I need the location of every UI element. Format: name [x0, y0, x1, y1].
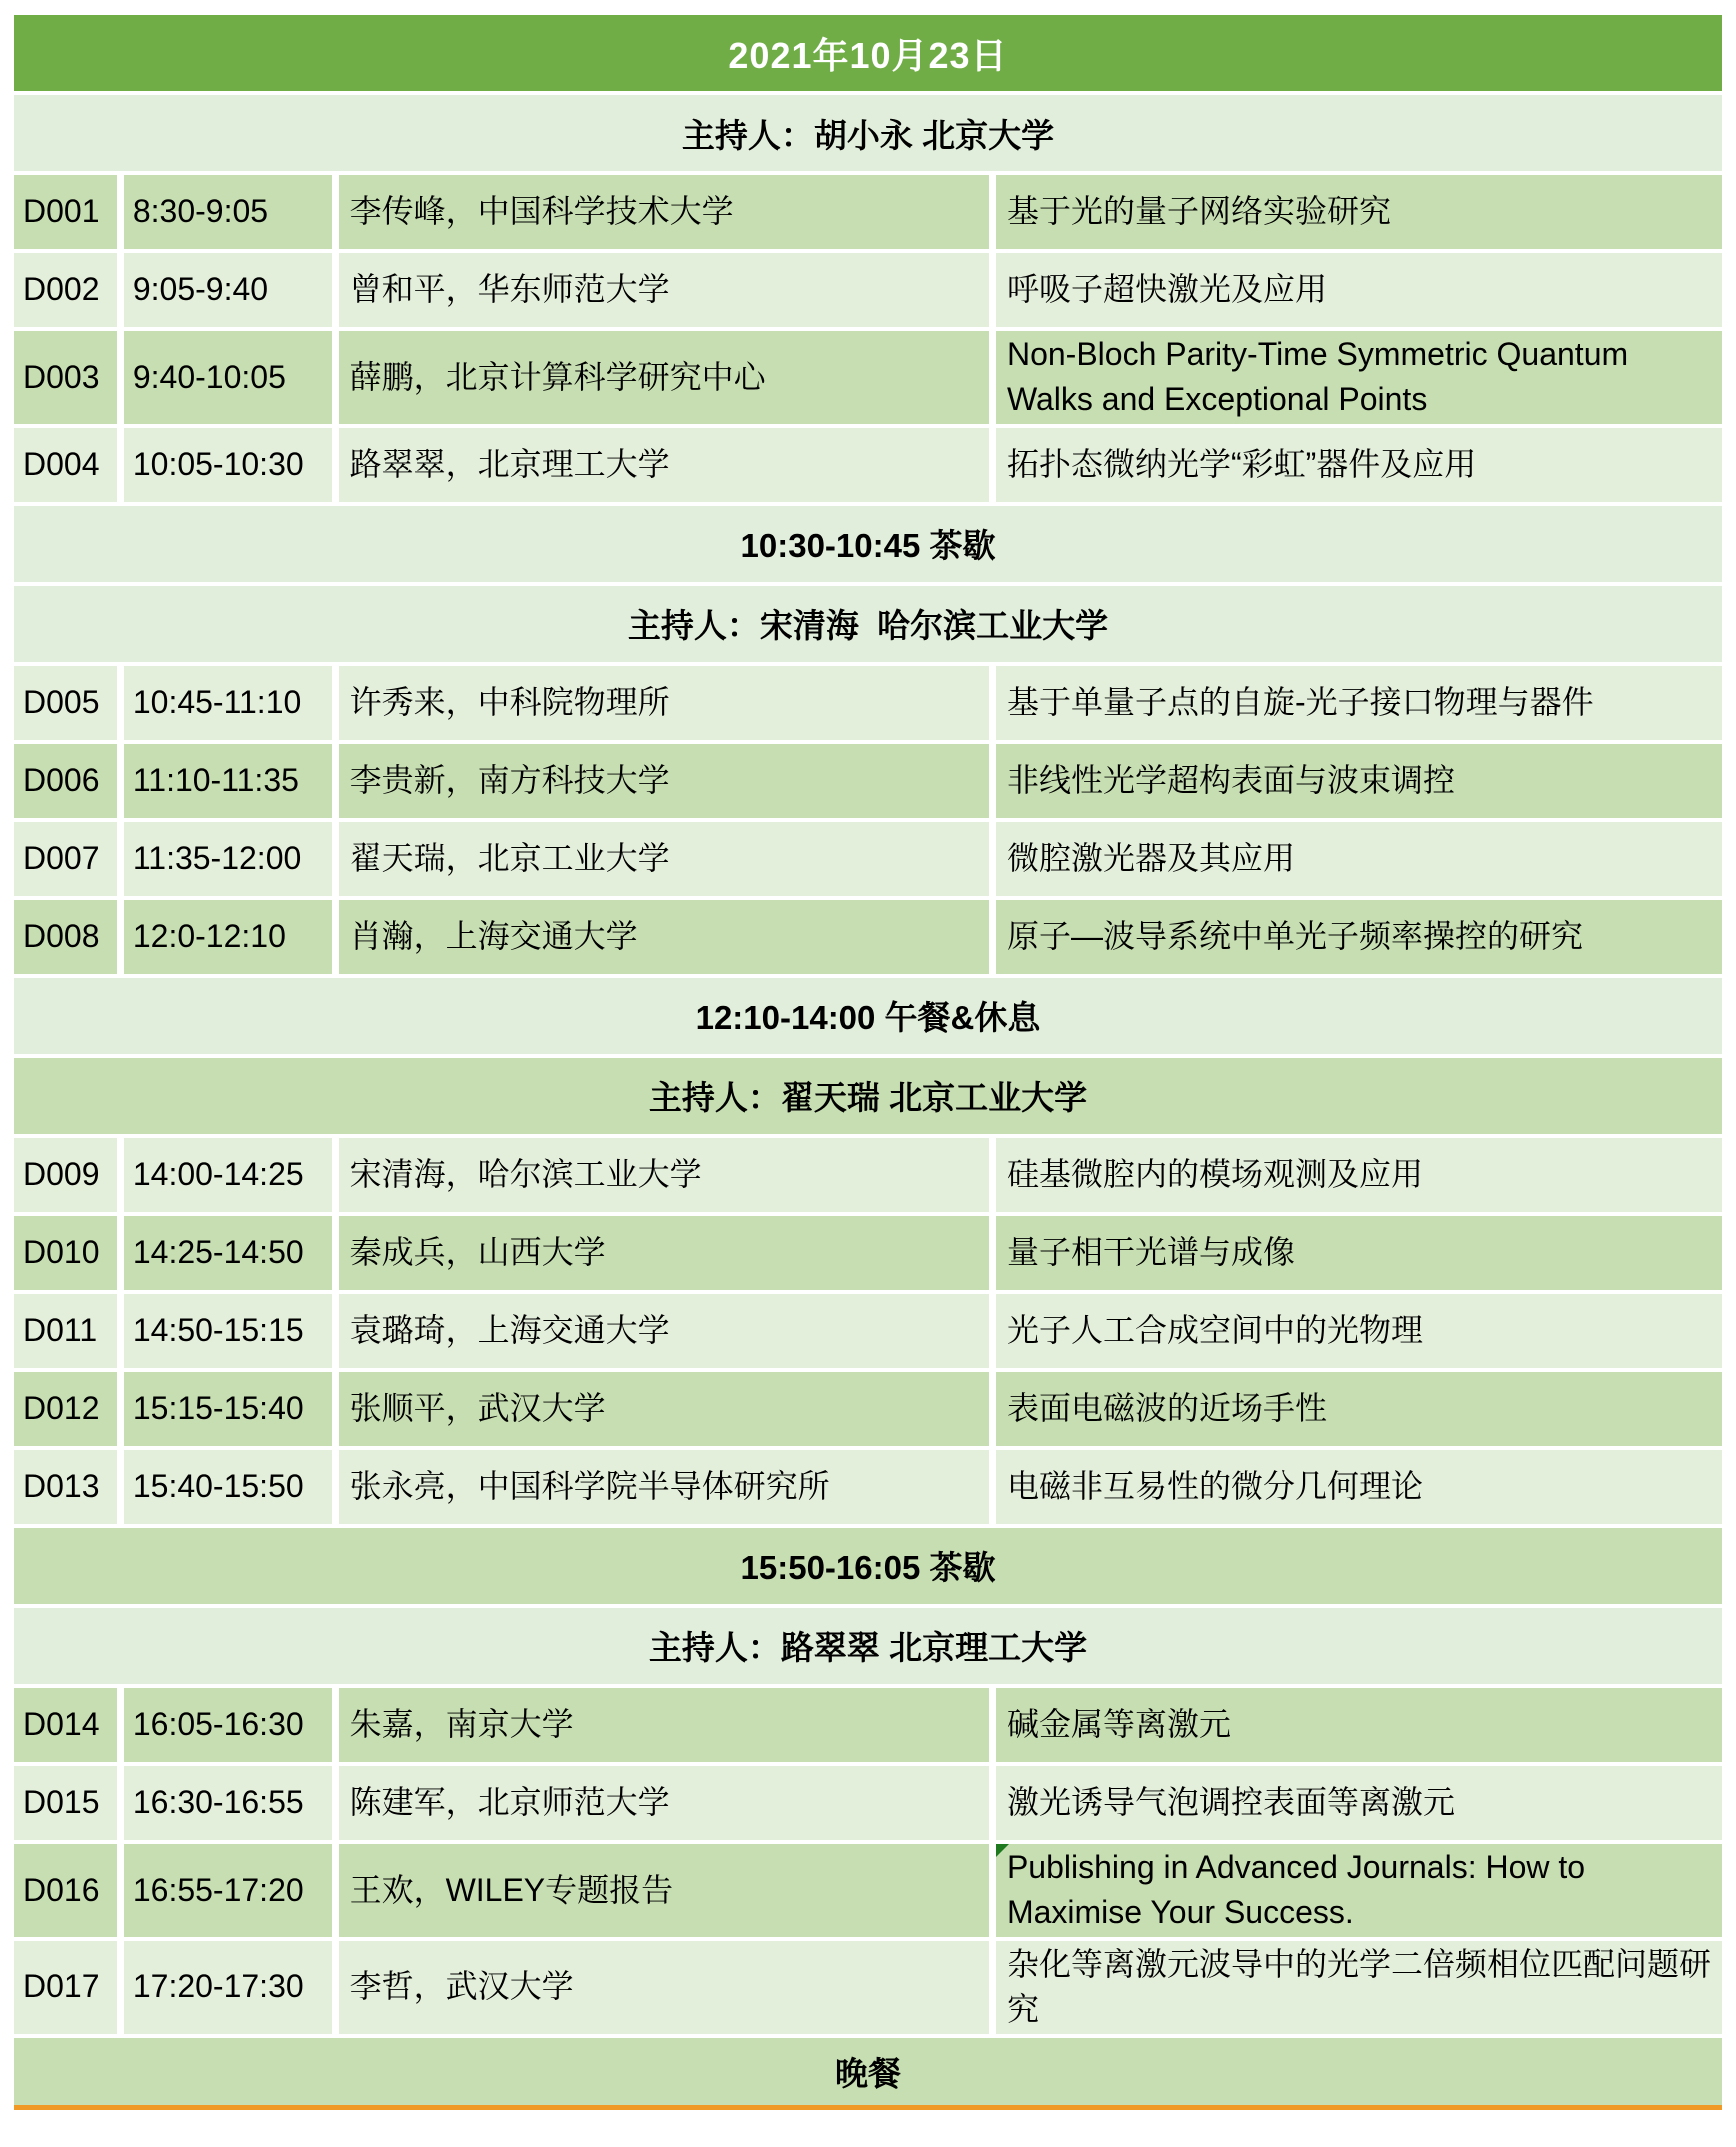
talk-id-cell: D017: [23, 1968, 100, 2005]
talk-speaker-cell: 李哲，武汉大学: [349, 1968, 574, 2005]
chair-row: [14, 1608, 1722, 1684]
talk-id-cell: D014: [23, 1706, 100, 1743]
talk-speaker-cell: 李贵新，南方科技大学: [349, 762, 670, 799]
section-row-cell: 主持人：胡小永 北京大学: [681, 116, 1055, 154]
talk-time-cell: 8:30-9:05: [132, 193, 269, 230]
break-row: [14, 2038, 1722, 2110]
talk-time-cell: 10:05-10:30: [132, 446, 304, 483]
talk-title-text: 硅基微腔内的模场观测及应用: [1006, 1156, 1423, 1193]
talk-id-cell: D008: [23, 918, 100, 955]
talk-row: [14, 744, 1722, 818]
talk-speaker-cell: 李传峰，中国科学技术大学: [349, 193, 734, 230]
talk-time-cell: 10:45-11:10: [132, 684, 302, 721]
talk-title-text: 激光诱导气泡调控表面等离激元: [1006, 1784, 1455, 1821]
talk-title-cell: [996, 1844, 1722, 1937]
talk-title-text: 原子—波导系统中单光子频率操控的研究: [1006, 918, 1583, 955]
talk-title-text: 基于光的量子网络实验研究: [1006, 193, 1391, 230]
talk-time-cell: 12:0-12:10: [132, 918, 286, 955]
talk-title-text: 基于单量子点的自旋-光子接口物理与器件: [1006, 684, 1594, 721]
talk-title-cell: [996, 900, 1722, 974]
talk-time-cell: 16:55-17:20: [132, 1871, 304, 1908]
talk-speaker-cell: 张永亮，中国科学院半导体研究所: [349, 1468, 830, 1505]
talk-title-text: 呼吸子超快激光及应用: [1006, 271, 1327, 308]
section-row-cell: 晚餐: [14, 2038, 1722, 2110]
talk-id-cell: D010: [23, 1234, 100, 1271]
talk-row: [14, 428, 1722, 502]
talk-row: [14, 822, 1722, 896]
talk-title-cell: [996, 1450, 1722, 1524]
talk-time-cell: 16:05-16:30: [132, 1706, 304, 1743]
talk-title-text: 碱金属等离激元: [1006, 1706, 1231, 1743]
talk-title-cell: [996, 744, 1722, 818]
talk-row: [14, 1941, 1722, 2034]
talk-title-cell: [996, 428, 1722, 502]
chair-row: [14, 1058, 1722, 1134]
talk-speaker-cell: 袁璐琦，上海交通大学: [349, 1312, 670, 1349]
talk-title-cell: [996, 1766, 1722, 1840]
talk-row: [14, 1216, 1722, 1290]
talk-id-cell: D015: [23, 1784, 100, 1821]
talk-id-cell: D003: [23, 358, 100, 395]
talk-row: [14, 1138, 1722, 1212]
break-row: [14, 506, 1722, 582]
talk-title-cell: [996, 175, 1722, 249]
talk-title-cell: [996, 666, 1722, 740]
talk-title-text: 杂化等离激元波导中的光学二倍频相位匹配问题研究: [1006, 1945, 1711, 2028]
talk-title-text: 拓扑态微纳光学“彩虹”器件及应用: [1006, 446, 1477, 483]
talk-speaker-cell: 陈建军，北京师范大学: [349, 1784, 670, 1821]
talk-row: [14, 331, 1722, 424]
talk-title-text: 微腔激光器及其应用: [1006, 840, 1295, 877]
talk-id-cell: D013: [23, 1468, 100, 1505]
talk-title-cell: [996, 1216, 1722, 1290]
talk-time-cell: 14:25-14:50: [132, 1234, 304, 1271]
talk-speaker-cell: 秦成兵，山西大学: [349, 1234, 606, 1271]
conference-schedule-table: [7, 11, 1729, 2114]
talk-id-cell: D009: [23, 1156, 100, 1193]
talk-id-cell: D001: [23, 193, 100, 230]
comment-marker-icon: [996, 1844, 1009, 1857]
chair-row: [14, 586, 1722, 662]
talk-title-cell: [996, 1138, 1722, 1212]
talk-title-cell: [996, 822, 1722, 896]
date-banner: 2021年10月23日: [14, 15, 1722, 91]
talk-title-text: 光子人工合成空间中的光物理: [1006, 1312, 1423, 1349]
talk-row: [14, 1688, 1722, 1762]
section-row-cell: 主持人：宋清海 哈尔滨工业大学: [627, 607, 1109, 645]
talk-id-cell: D011: [23, 1312, 98, 1349]
talk-speaker-cell: 曾和平，华东师范大学: [349, 271, 670, 308]
talk-time-cell: 11:10-11:35: [132, 762, 299, 799]
talk-speaker-cell: 薛鹏，北京计算科学研究中心: [349, 358, 766, 395]
talk-title-cell: [996, 1372, 1722, 1446]
talk-title-text: Publishing in Advanced Journals: How to Maximise Your Success.: [1006, 1848, 1586, 1931]
talk-title-cell: [996, 331, 1722, 424]
break-row: [14, 1528, 1722, 1604]
talk-row: [14, 175, 1722, 249]
talk-id-cell: D007: [23, 840, 100, 877]
talk-id-cell: D005: [23, 684, 100, 721]
talk-row: [14, 1372, 1722, 1446]
talk-title-text: Non-Bloch Parity-Time Symmetric Quantum Walks and Exceptional Points: [1006, 336, 1629, 418]
talk-speaker-cell: 王欢，WILEY专题报告: [349, 1871, 674, 1908]
section-row-cell: 10:30-10:45 茶歇: [740, 527, 996, 565]
section-row-cell: 主持人：翟天瑞 北京工业大学: [648, 1079, 1088, 1117]
talk-row: [14, 900, 1722, 974]
talk-speaker-cell: 朱嘉，南京大学: [349, 1706, 574, 1743]
talk-title-text: 非线性光学超构表面与波束调控: [1006, 762, 1455, 799]
date-banner-row: [14, 15, 1722, 91]
talk-title-cell: [996, 1294, 1722, 1368]
talk-time-cell: 17:20-17:30: [132, 1968, 304, 2005]
talk-speaker-cell: 肖瀚，上海交通大学: [349, 918, 638, 955]
talk-id-cell: D002: [23, 271, 100, 308]
talk-row: [14, 666, 1722, 740]
talk-speaker-cell: 翟天瑞，北京工业大学: [349, 840, 670, 877]
talk-time-cell: 15:15-15:40: [132, 1390, 304, 1427]
talk-row: [14, 1844, 1722, 1937]
talk-speaker-cell: 许秀来，中科院物理所: [349, 684, 670, 721]
section-row-cell: 15:50-16:05 茶歇: [740, 1549, 996, 1587]
talk-time-cell: 9:40-10:05: [132, 358, 286, 395]
talk-time-cell: 9:05-9:40: [132, 271, 269, 308]
talk-row: [14, 253, 1722, 327]
talk-time-cell: 16:30-16:55: [132, 1784, 304, 1821]
talk-id-cell: D004: [23, 446, 100, 483]
talk-id-cell: D006: [23, 762, 100, 799]
section-row-cell: 12:10-14:00 午餐&休息: [695, 999, 1041, 1037]
talk-row: [14, 1294, 1722, 1368]
chair-row: [14, 95, 1722, 171]
talk-title-text: 电磁非互易性的微分几何理论: [1006, 1468, 1423, 1505]
talk-title-cell: [996, 1688, 1722, 1762]
talk-speaker-cell: 路翠翠，北京理工大学: [349, 446, 670, 483]
break-row: [14, 978, 1722, 1054]
talk-row: [14, 1450, 1722, 1524]
section-row-cell: 主持人：路翠翠 北京理工大学: [648, 1629, 1088, 1667]
talk-title-text: 量子相干光谱与成像: [1006, 1234, 1295, 1271]
talk-id-cell: D012: [23, 1390, 100, 1427]
talk-speaker-cell: 张顺平，武汉大学: [349, 1390, 606, 1427]
talk-row: [14, 1766, 1722, 1840]
talk-title-text: 表面电磁波的近场手性: [1006, 1390, 1327, 1427]
talk-id-cell: D016: [23, 1871, 100, 1908]
talk-time-cell: 15:40-15:50: [132, 1468, 304, 1505]
talk-time-cell: 14:50-15:15: [132, 1312, 304, 1349]
talk-title-cell: [996, 1941, 1722, 2034]
talk-time-cell: 11:35-12:00: [132, 840, 302, 877]
talk-title-cell: [996, 253, 1722, 327]
talk-time-cell: 14:00-14:25: [132, 1156, 304, 1193]
talk-speaker-cell: 宋清海，哈尔滨工业大学: [349, 1156, 702, 1193]
